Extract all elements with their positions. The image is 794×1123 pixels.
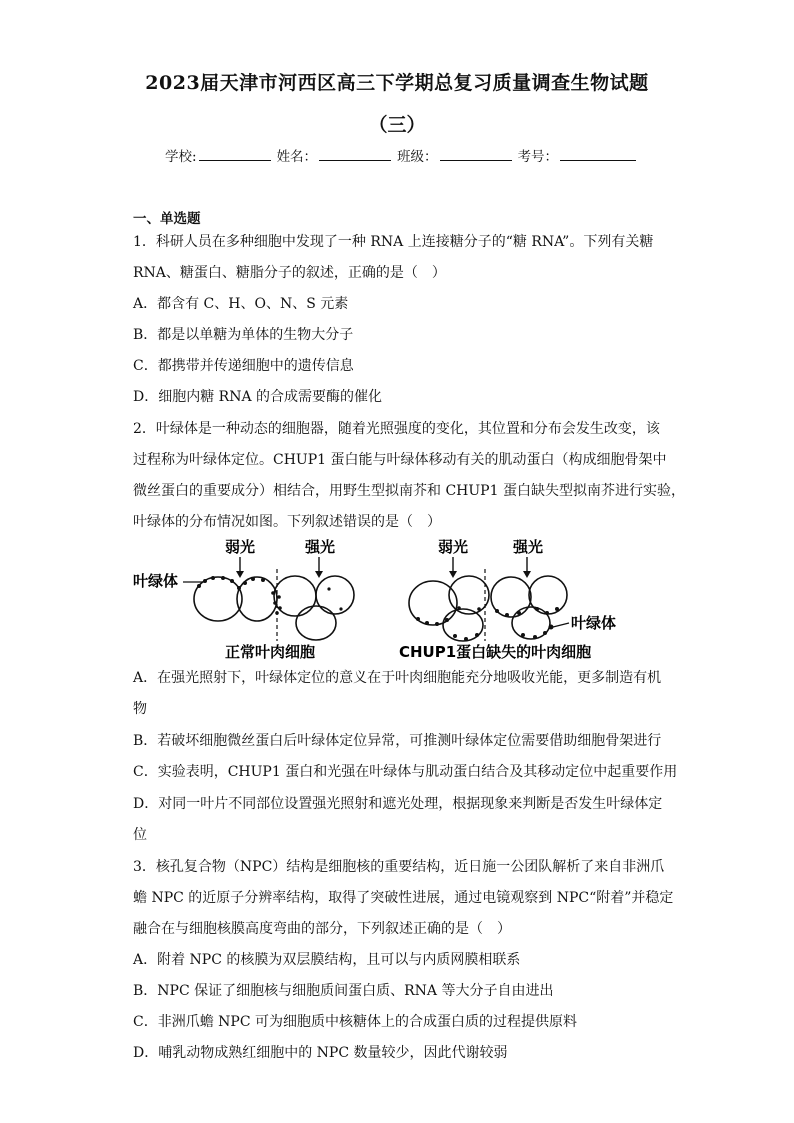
q2-option-b: B．若破坏细胞微丝蛋白后叶绿体定位异常，可推测叶绿体定位需要借助细胞骨架进行: [133, 733, 662, 749]
student-info-line: [165, 145, 642, 165]
exam-number-label: 考号：: [517, 149, 559, 165]
exam-number-field[interactable]: [560, 146, 636, 161]
name-field[interactable]: [319, 146, 391, 161]
right-weak-arrowhead: [449, 571, 457, 578]
school-field[interactable]: [199, 146, 271, 161]
q3-option-a: A．附着 NPC 的核膜为双层膜结构，且可以与内质网膜相联系: [133, 952, 521, 968]
section-heading: 一、单选题: [133, 211, 201, 227]
q2-stem-line-2: 过程称为叶绿体定位。CHUP1 蛋白能与叶绿体移动有关的肌动蛋白（构成细胞骨架中: [133, 452, 667, 468]
right-strong-light-label: 强光: [513, 538, 544, 556]
q2-option-d-line-2: 位: [133, 827, 147, 843]
q1-stem-line-2: RNA、糖蛋白、糖脂分子的叙述，正确的是（ ）: [133, 265, 446, 281]
left-weak-arrowhead: [236, 571, 244, 578]
q3-option-c: C．非洲爪蟾 NPC 可为细胞质中核糖体上的合成蛋白质的过程提供原料: [133, 1014, 577, 1030]
q3-stem-line-1: 3．核孔复合物（NPC）结构是细胞核的重要结构，近日施一公团队解析了来自非洲爪: [133, 859, 665, 875]
left-weak-light-label: 弱光: [225, 538, 256, 556]
q3-option-b: B．NPC 保证了细胞核与细胞质间蛋白质、RNA 等大分子自由进出: [133, 983, 554, 999]
q2-stem-line-3: 微丝蛋白的重要成分）相结合，用野生型拟南芥和 CHUP1 蛋白缺失型拟南芥进行实验，: [133, 483, 685, 499]
q2-option-a-line-2: 物: [133, 701, 147, 717]
q1-option-a: A．都含有 C、H、O、N、S 元素: [133, 296, 349, 312]
q2-stem-line-1: 2．叶绿体是一种动态的细胞器，随着光照强度的变化，其位置和分布会发生改变，该: [133, 421, 660, 437]
q2-stem-line-4: 叶绿体的分布情况如图。下列叙述错误的是（ ）: [133, 514, 441, 530]
page-title: 2023届天津市河西区高三下学期总复习质量调查生物试题: [145, 72, 649, 94]
q2-option-c: C．实验表明，CHUP1 蛋白和光强在叶绿体与肌动蛋白结合及其移动定位中起重要作用: [133, 764, 678, 780]
left-cell-1: [194, 577, 242, 621]
right-chloroplast-pointer: [553, 623, 569, 627]
name-label: 姓名：: [276, 149, 318, 165]
normal-cells: [194, 576, 354, 640]
q1-option-b: B．都是以单糖为单体的生物大分子: [133, 327, 354, 343]
right-strong-arrowhead: [523, 571, 531, 578]
left-caption: 正常叶肉细胞: [225, 643, 316, 661]
right-weak-light-label: 弱光: [438, 538, 469, 556]
q1-stem-line-1: 1．科研人员在多种细胞中发现了一种 RNA 上连接糖分子的“糖 RNA”。下列有关糖: [133, 234, 654, 250]
q2-option-d-line-1: D．对同一叶片不同部位设置强光照射和遮光处理，根据现象来判断是否发生叶绿体定: [133, 796, 663, 812]
q3-stem-line-2: 蟾 NPC 的近原子分辨率结构，取得了突破性进展，通过电镜观察到 NPC“附着”并稳定: [133, 890, 674, 906]
left-cell-4: [316, 576, 354, 614]
chloroplast-figure: [133, 533, 663, 663]
left-chloroplast-label: 叶绿体: [133, 572, 179, 590]
right-chloroplast-label: 叶绿体: [571, 614, 617, 632]
left-strong-arrowhead: [315, 571, 323, 578]
school-label: 学校:: [165, 149, 197, 165]
right-caption: CHUP1蛋白缺失的叶肉细胞: [399, 643, 592, 661]
q3-option-d: D．哺乳动物成熟红细胞中的 NPC 数量较少，因此代谢较弱: [133, 1045, 508, 1061]
q1-option-c: C．都携带并传递细胞中的遗传信息: [133, 358, 354, 374]
left-strong-light-label: 强光: [305, 538, 336, 556]
left-cell-5: [296, 606, 336, 640]
class-label: 班级：: [397, 149, 438, 165]
q1-option-d: D．细胞内糖 RNA 的合成需要酶的催化: [133, 389, 383, 405]
left-cell-2: [237, 577, 277, 621]
chup1-deficient-cells: [409, 576, 567, 641]
q3-stem-line-3: 融合在与细胞核膜高度弯曲的部分，下列叙述正确的是（ ）: [133, 921, 511, 937]
class-field[interactable]: [440, 146, 512, 161]
right-cell-5: [529, 576, 567, 614]
q2-option-a-line-1: A．在强光照射下，叶绿体定位的意义在于叶肉细胞能充分地吸收光能，更多制造有机: [133, 670, 662, 686]
page-subtitle: （三）: [368, 114, 426, 136]
